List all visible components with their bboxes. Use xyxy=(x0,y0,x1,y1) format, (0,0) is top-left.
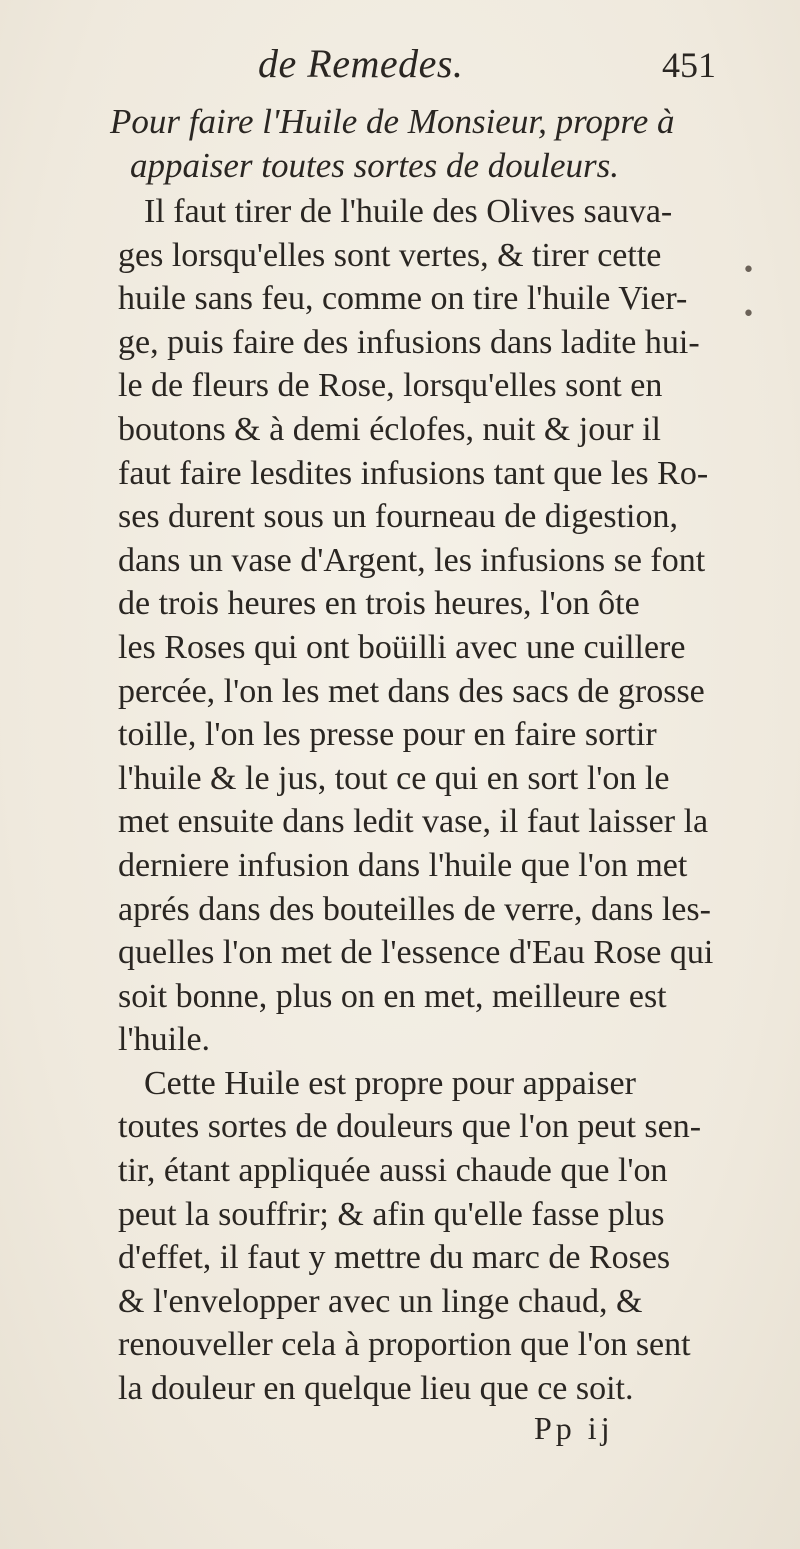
running-title: de Remedes. xyxy=(258,41,464,86)
text-line: aprés dans des bouteilles de verre, dans les- xyxy=(118,890,711,928)
text-line: la douleur en quelque lieu que ce soit. xyxy=(118,1370,634,1408)
text-line: d'effet, il faut y mettre du marc de Roses xyxy=(118,1239,671,1277)
recipe-heading xyxy=(110,100,720,188)
text-line: & l'envelopper avec un linge chaud, & xyxy=(118,1282,643,1320)
text-line: faut faire lesdites infusions tant que les Ro- xyxy=(118,454,709,492)
signature-mark: Pp ij xyxy=(534,1410,614,1446)
margin-mark: • xyxy=(742,258,755,283)
margin-mark: • xyxy=(742,302,755,327)
text-line: l'huile. xyxy=(118,1021,211,1059)
text-line: ges lorsqu'elles sont vertes, & tirer cette xyxy=(118,236,662,274)
text-line: derniere infusion dans l'huile que l'on met xyxy=(118,846,688,884)
text-line: tir, étant appliquée aussi chaude que l'on xyxy=(118,1152,668,1190)
text-line: renouveller cela à proportion que l'on sent xyxy=(118,1326,691,1364)
text-line: ses durent sous un fourneau de digestion, xyxy=(118,498,678,536)
text-line: soit bonne, plus on en met, meilleure est xyxy=(118,977,667,1015)
heading-line-2: appaiser toutes sortes de douleurs. xyxy=(130,146,620,185)
text-line: dans un vase d'Argent, les infusions se font xyxy=(118,541,706,579)
text-line: met ensuite dans ledit vase, il faut laisser la xyxy=(118,803,709,841)
text-line: les Roses qui ont boüilli avec une cuillere xyxy=(118,628,686,666)
text-line: quelles l'on met de l'essence d'Eau Rose qui xyxy=(118,934,714,972)
text-line: Il faut tirer de l'huile des Olives sauva- xyxy=(144,193,673,230)
text-line: l'huile & le jus, tout ce qui en sort l'on le xyxy=(118,759,670,797)
heading-line-1: Pour faire l'Huile de Monsieur, propre à xyxy=(110,102,675,141)
text-line: percée, l'on les met dans des sacs de grosse xyxy=(118,672,705,710)
text-line: peut la souffrir; & afin qu'elle fasse plus xyxy=(118,1195,665,1233)
page-number: 451 xyxy=(662,45,716,85)
text-line: ge, puis faire des infusions dans ladite hui- xyxy=(118,323,700,361)
text-line: huile sans feu, comme on tire l'huile Vier- xyxy=(118,280,688,318)
text-line: boutons & à demi éclofes, nuit & jour il xyxy=(118,410,661,448)
text-line: toille, l'on les presse pour en faire sortir xyxy=(118,716,657,754)
running-head xyxy=(0,40,800,100)
text-line: Cette Huile est propre pour appaiser xyxy=(144,1064,636,1102)
text-line: le de fleurs de Rose, lorsqu'elles sont en xyxy=(118,367,663,405)
text-line: toutes sortes de douleurs que l'on peut sen- xyxy=(118,1108,702,1146)
text-line: de trois heures en trois heures, l'on ôte xyxy=(118,585,640,623)
body-text xyxy=(118,190,724,1411)
